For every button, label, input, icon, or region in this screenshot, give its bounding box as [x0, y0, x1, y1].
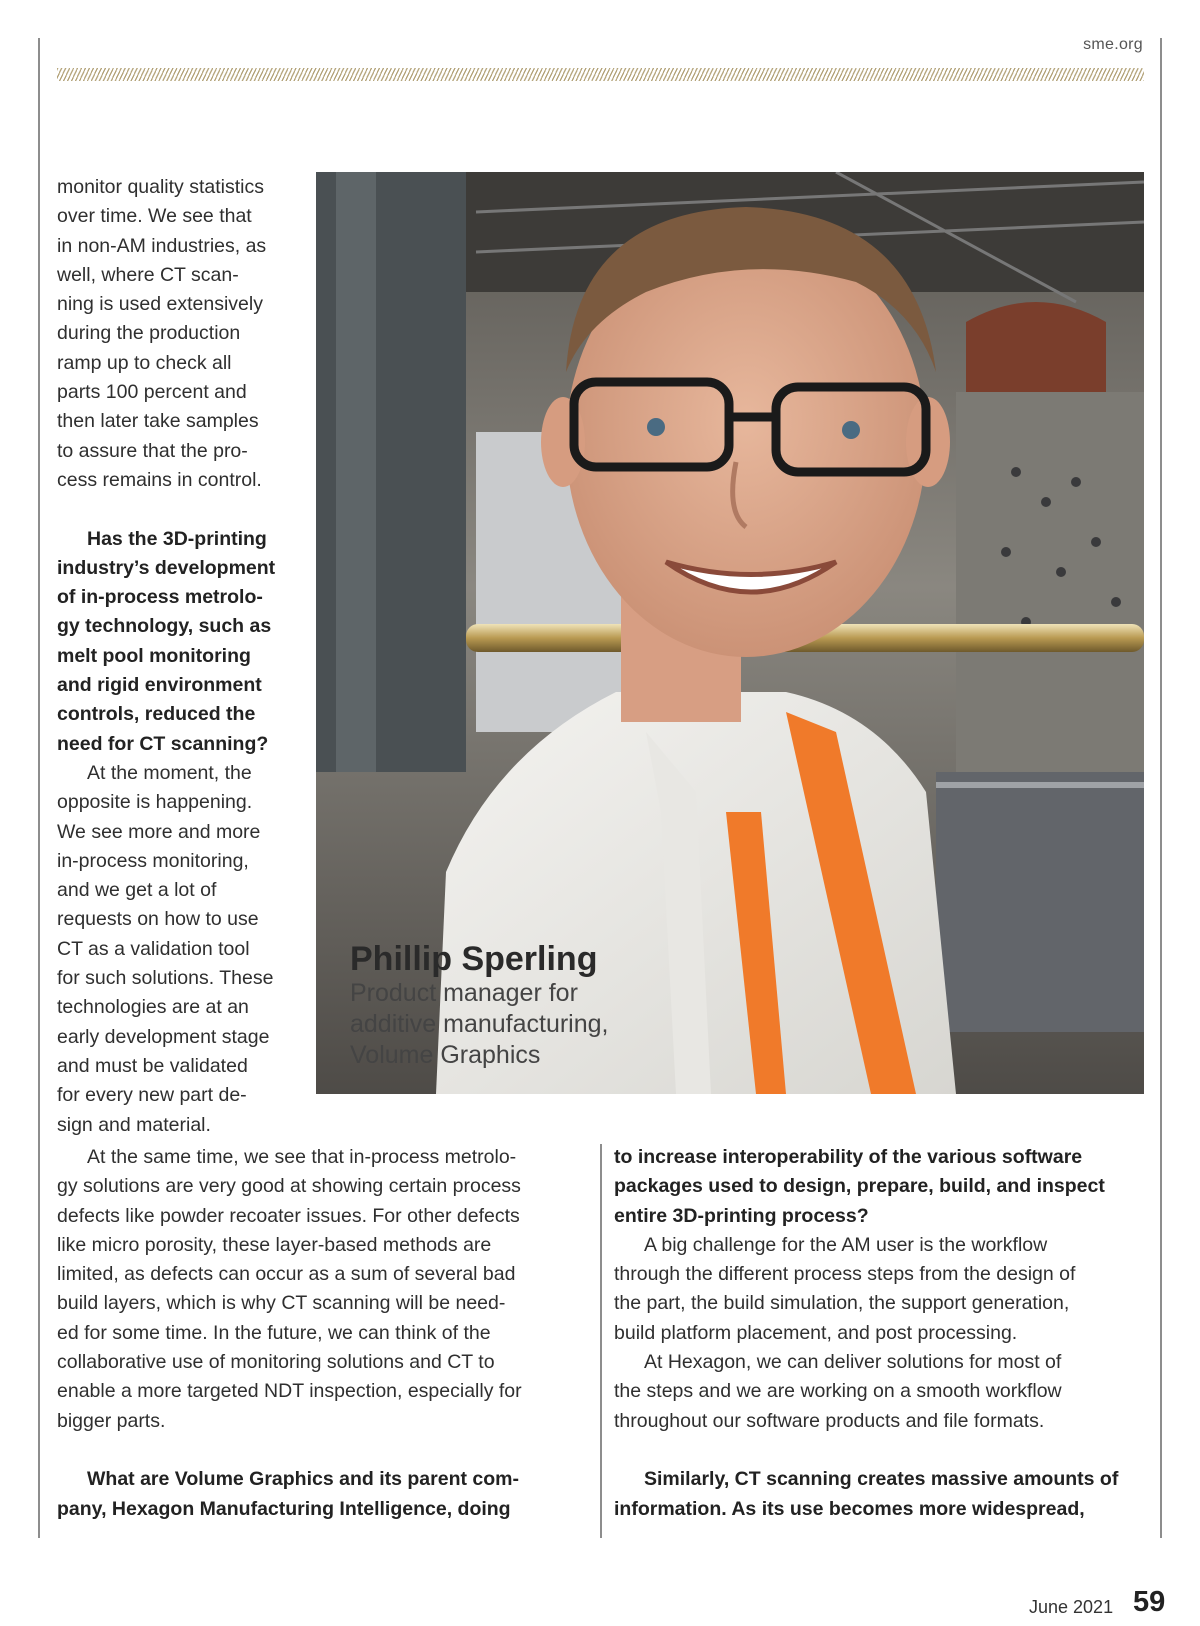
caption-name: Phillip Sperling: [350, 940, 598, 978]
issue-date: June 2021: [1029, 1597, 1114, 1617]
bottom-right-column: [614, 1143, 1144, 1524]
column-divider: [600, 1144, 602, 1538]
page-number: 59: [1133, 1586, 1166, 1618]
left-column: [57, 173, 307, 1140]
col2-paragraph: At the same time, we see that in-process metrolo- gy solutions are very good at showing certain process defects like powder recoater issues. For other defects like micro porosity, these layer-based methods are limited, as defects can occur as a sum of several bad build layers, which is why CT scanning will be need- ed for some time. In the future, we can think of the collaborative use of monitoring solutions and CT to enable a more targeted NDT inspection, especially for bigger parts.: [57, 1146, 522, 1432]
answer-1: At the moment, the opposite is happening. We see more and more in-process monitoring, and we get a lot of requests on how to use CT as a validation tool for such solutions. These technologies are at an early development stage and must be validated for every new part de- sign and material.: [57, 761, 274, 1136]
question-3: Similarly, CT scanning creates massive amounts of information. As its use becomes more widespread,: [614, 1468, 1119, 1520]
caption-role: Product manager for additive manufacturing, Volume Graphics: [350, 979, 609, 1069]
question-2-continued: to increase interoperability of the various software packages used to design, prepare, build, and inspect entire 3D-printing process?: [614, 1146, 1105, 1227]
answer-2b: At Hexagon, we can deliver solutions for most of the steps and we are working on a smooth workflow throughout our software products and file formats.: [614, 1351, 1062, 1432]
left-margin-rule: [38, 38, 40, 1538]
bottom-left-column: [57, 1143, 597, 1524]
col1-intro: monitor quality statistics over time. We see that in non-AM industries, as well, where CT scan- ning is used extensively during the production ramp up to check all parts 100 percent and then later take samples to assure that the pro- cess remains in control.: [57, 176, 267, 491]
portrait-photo: [316, 172, 1144, 1094]
header-hatch-band: [57, 68, 1144, 81]
photo-caption: [350, 940, 608, 1071]
site-url: sme.org: [1083, 36, 1143, 53]
right-margin-rule: [1160, 38, 1162, 1538]
question-2: What are Volume Graphics and its parent com- pany, Hexagon Manufacturing Intelligence, doing: [57, 1468, 519, 1520]
answer-2: A big challenge for the AM user is the workflow through the different process steps from the design of the part, the build simulation, the support generation, build platform placement, and post processing.: [614, 1233, 1076, 1344]
question-1: Has the 3D-printing industry’s development of in-process metrolo- gy technology, such as melt pool monitoring and rigid environment controls, reduced the need for CT scanning?: [57, 527, 276, 755]
